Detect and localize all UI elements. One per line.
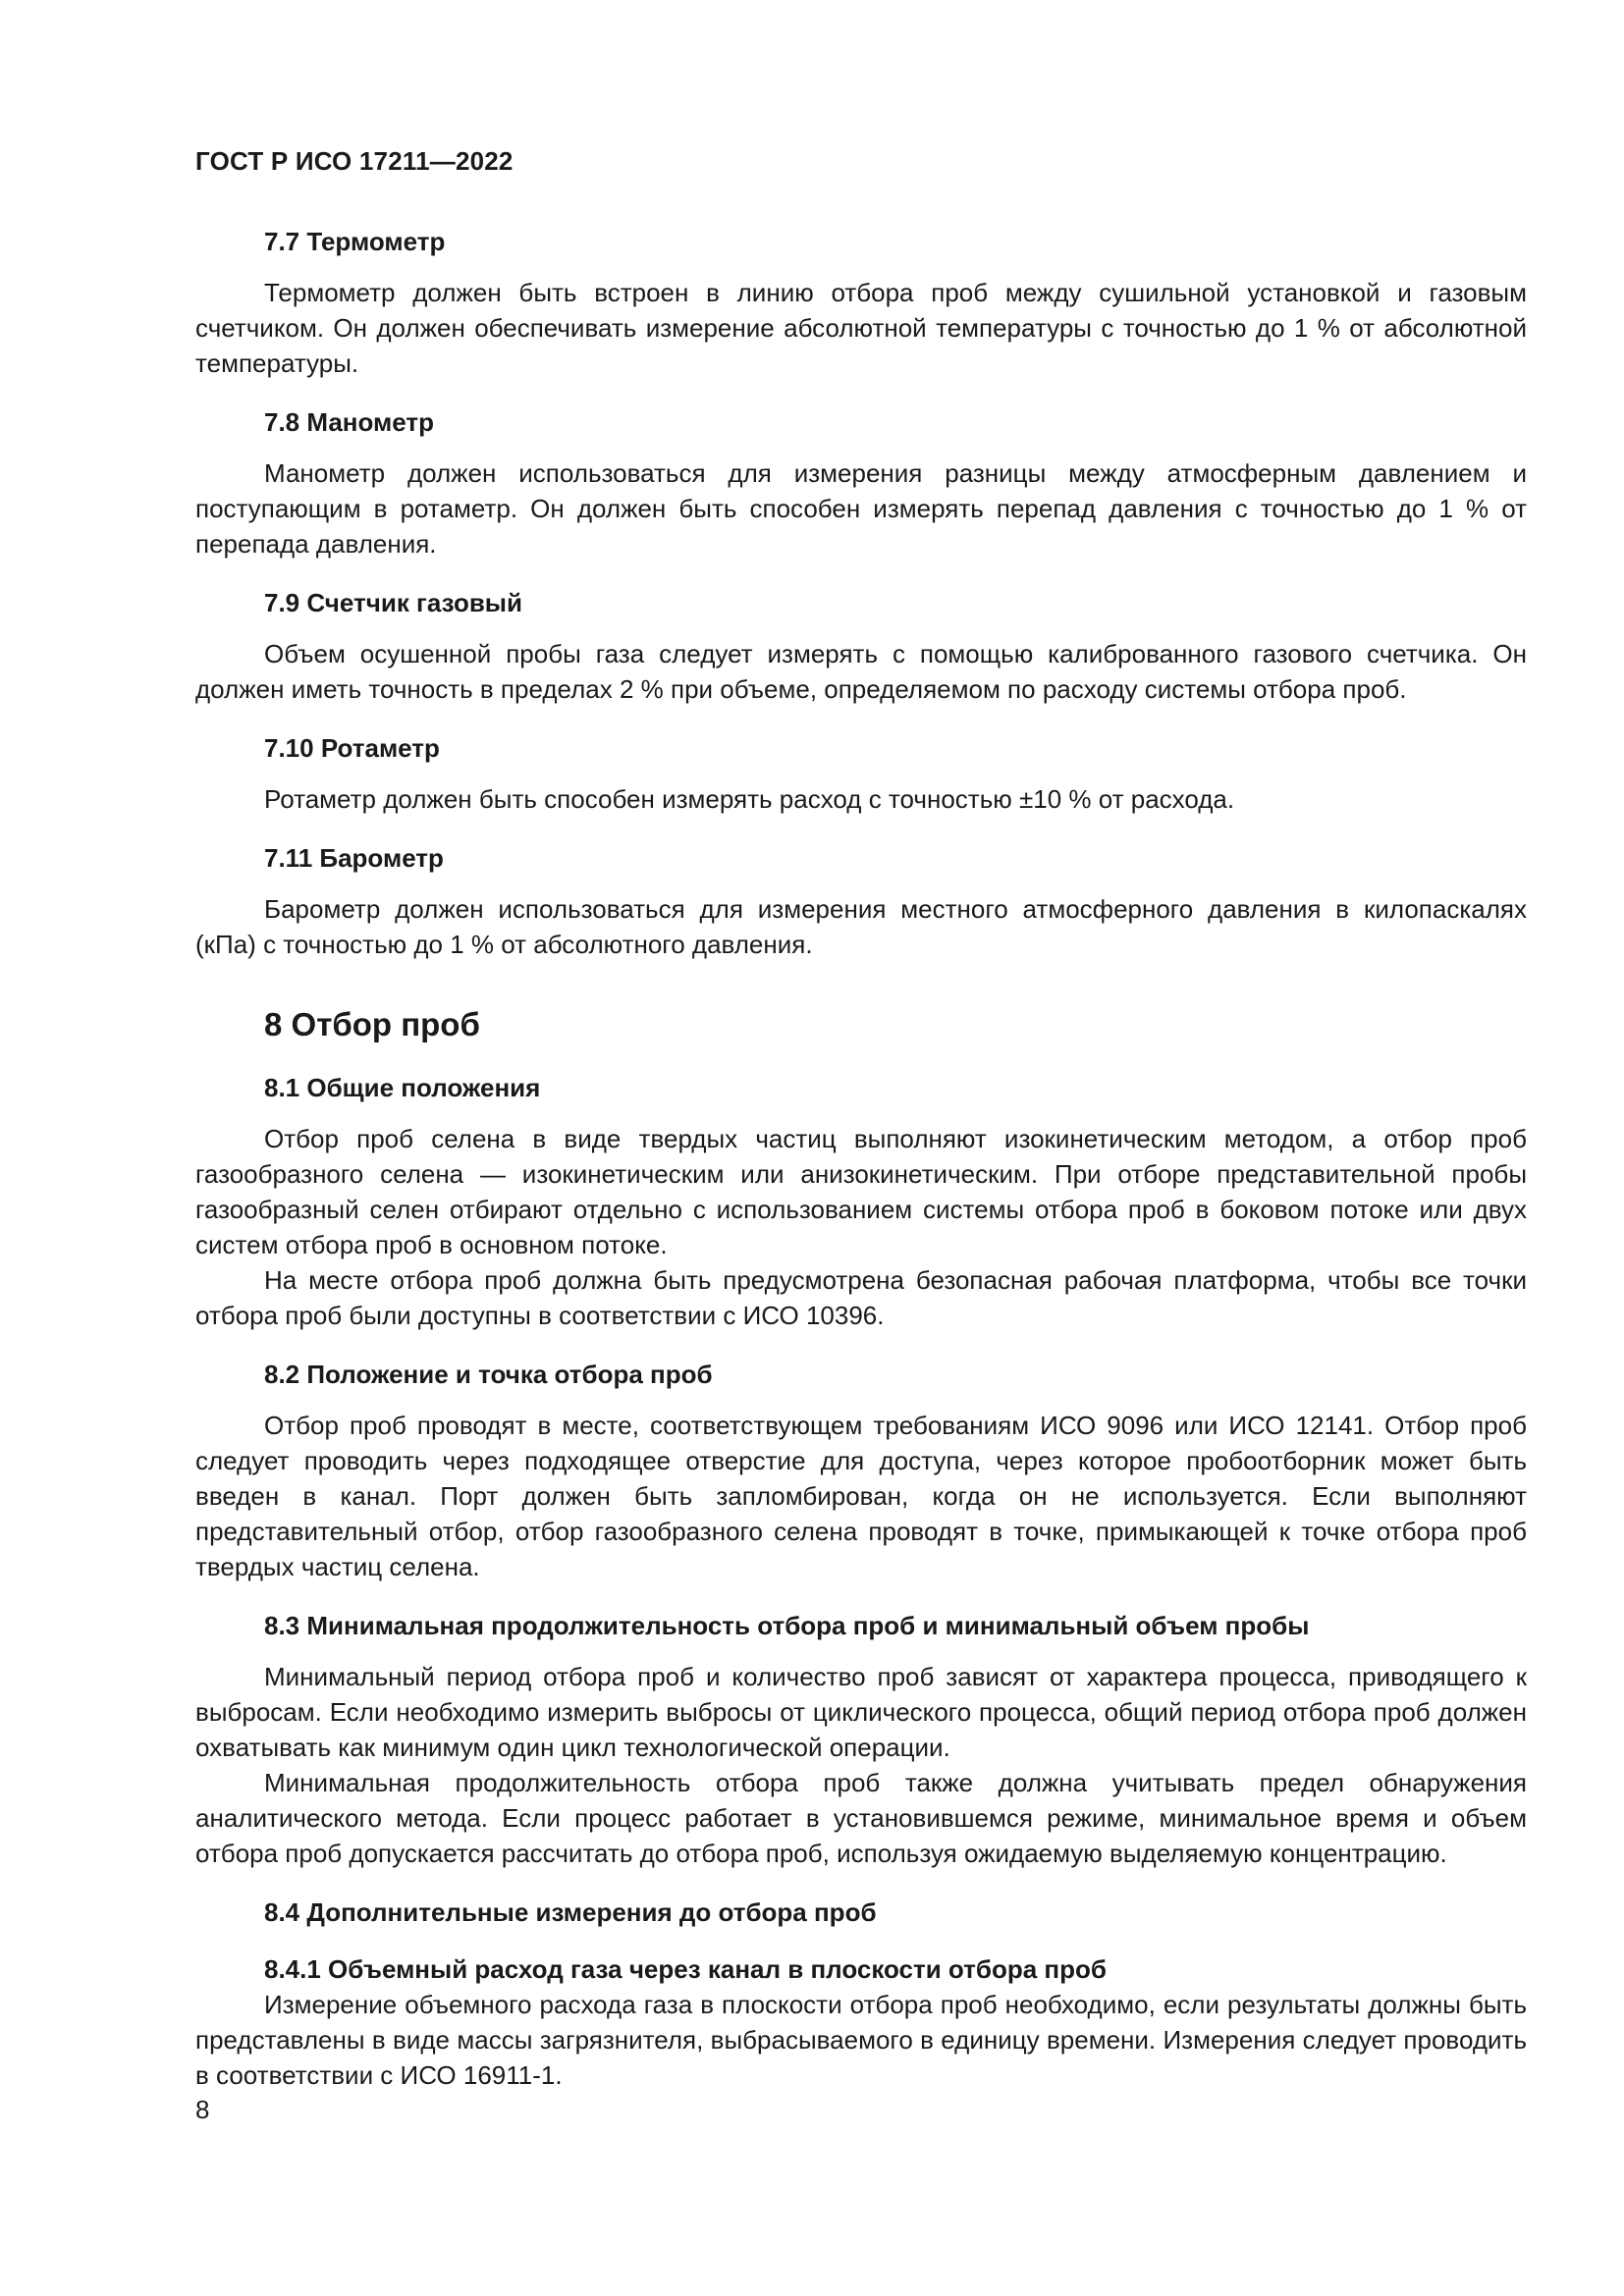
section-7-11 — [195, 842, 1527, 962]
section-heading: 7.11 Барометр — [264, 843, 444, 873]
section-heading: 7.9 Счетчик газовый — [264, 588, 522, 617]
paragraph: Барометр должен использоваться для измерения местного атмосферного давления в килопаскалях (кПа) с точностью до 1 % от абсолютного давления. — [195, 894, 1527, 959]
section-heading: 8.3 Минимальная продолжительность отбора проб и минимальный объем пробы — [264, 1611, 1310, 1640]
page-number: 8 — [195, 2095, 210, 2124]
paragraph: Минимальный период отбора проб и количество проб зависят от характера процесса, приводящего к выбросам. Если необходимо измерить выбросы от циклического процесса, общий период отбора проб должен охватывать как минимум один цикл технологической операции. — [195, 1662, 1527, 1762]
section-heading: 8.2 Положение и точка отбора проб — [264, 1360, 713, 1389]
section-heading: 8.4 Дополнительные измерения до отбора проб — [264, 1897, 877, 1927]
section-8-1 — [195, 1072, 1527, 1333]
subsection-heading: 8.4.1 Объемный расход газа через канал в плоскости отбора проб — [264, 1954, 1107, 1984]
section-8-2 — [195, 1359, 1527, 1584]
paragraph: Минимальная продолжительность отбора проб также должна учитывать предел обнаружения аналитического метода. Если процесс работает в установившемся режиме, минимальное время и объем отбора проб допускается рассчитать до отбора проб, используя ожидаемую выделяемую концентрацию. — [195, 1768, 1527, 1868]
section-heading: 7.8 Манометр — [264, 407, 435, 437]
section-7-9 — [195, 587, 1527, 707]
section-7-10 — [195, 732, 1527, 817]
section-8-4 — [195, 1896, 1527, 1928]
paragraph: Отбор проб селена в виде твердых частиц выполняют изокинетическим методом, а отбор проб газообразного селена — изокинетическим или анизокинетическим. При отборе представительной пробы газообразный селен отбирают отдельно с использованием системы отбора проб в боковом потоке или двух систем отбора проб в основном потоке. — [195, 1124, 1527, 1259]
section-heading: 8.1 Общие положения — [264, 1073, 541, 1102]
paragraph: Отбор проб проводят в месте, соответствующем требованиям ИСО 9096 или ИСО 12141. Отбор проб следует проводить через подходящее отверстие для доступа, через которое пробоотборник может быть введен в канал. Порт должен быть запломбирован, когда он не используется. Если выполняют представительный отбор, отбор газообразного селена проводят в точке, примыкающей к точке отбора проб твердых частиц селена. — [195, 1411, 1527, 1581]
paragraph: Термометр должен быть встроен в линию отбора проб между сушильной установкой и газовым счетчиком. Он должен обеспечивать измерение абсолютной температуры с точностью до 1 % от абсолютной температуры. — [195, 278, 1527, 378]
chapter-heading: 8 Отбор проб — [264, 1006, 480, 1042]
paragraph: Измерение объемного расхода газа в плоскости отбора проб необходимо, если результаты должны быть представлены в виде массы загрязнителя, выбрасываемого в единицу времени. Измерения следует проводить в соответствии с ИСО 16911-1. — [195, 1990, 1527, 2090]
section-8-3 — [195, 1610, 1527, 1871]
document-page — [195, 145, 1527, 2118]
section-7-8 — [195, 406, 1527, 561]
paragraph: На месте отбора проб должна быть предусмотрена безопасная рабочая платформа, чтобы все точки отбора проб были доступны в соответствии с ИСО 10396. — [195, 1265, 1527, 1330]
document-header: ГОСТ Р ИСО 17211—2022 — [195, 146, 514, 176]
paragraph: Манометр должен использоваться для измерения разницы между атмосферным давлением и поступающим в ротаметр. Он должен быть способен измерять перепад давления с точностью до 1 % от перепада давления. — [195, 458, 1527, 559]
section-heading: 7.7 Термометр — [264, 227, 446, 256]
section-8-4-1 — [195, 1953, 1527, 2093]
section-heading: 7.10 Ротаметр — [264, 733, 440, 763]
paragraph: Объем осушенной пробы газа следует измерять с помощью калиброванного газового счетчика. Он должен иметь точность в пределах 2 % при объеме, определяемом по расходу системы отбора проб. — [195, 639, 1527, 704]
section-7-7 — [195, 226, 1527, 381]
paragraph: Ротаметр должен быть способен измерять расход с точностью ±10 % от расхода. — [264, 784, 1235, 814]
